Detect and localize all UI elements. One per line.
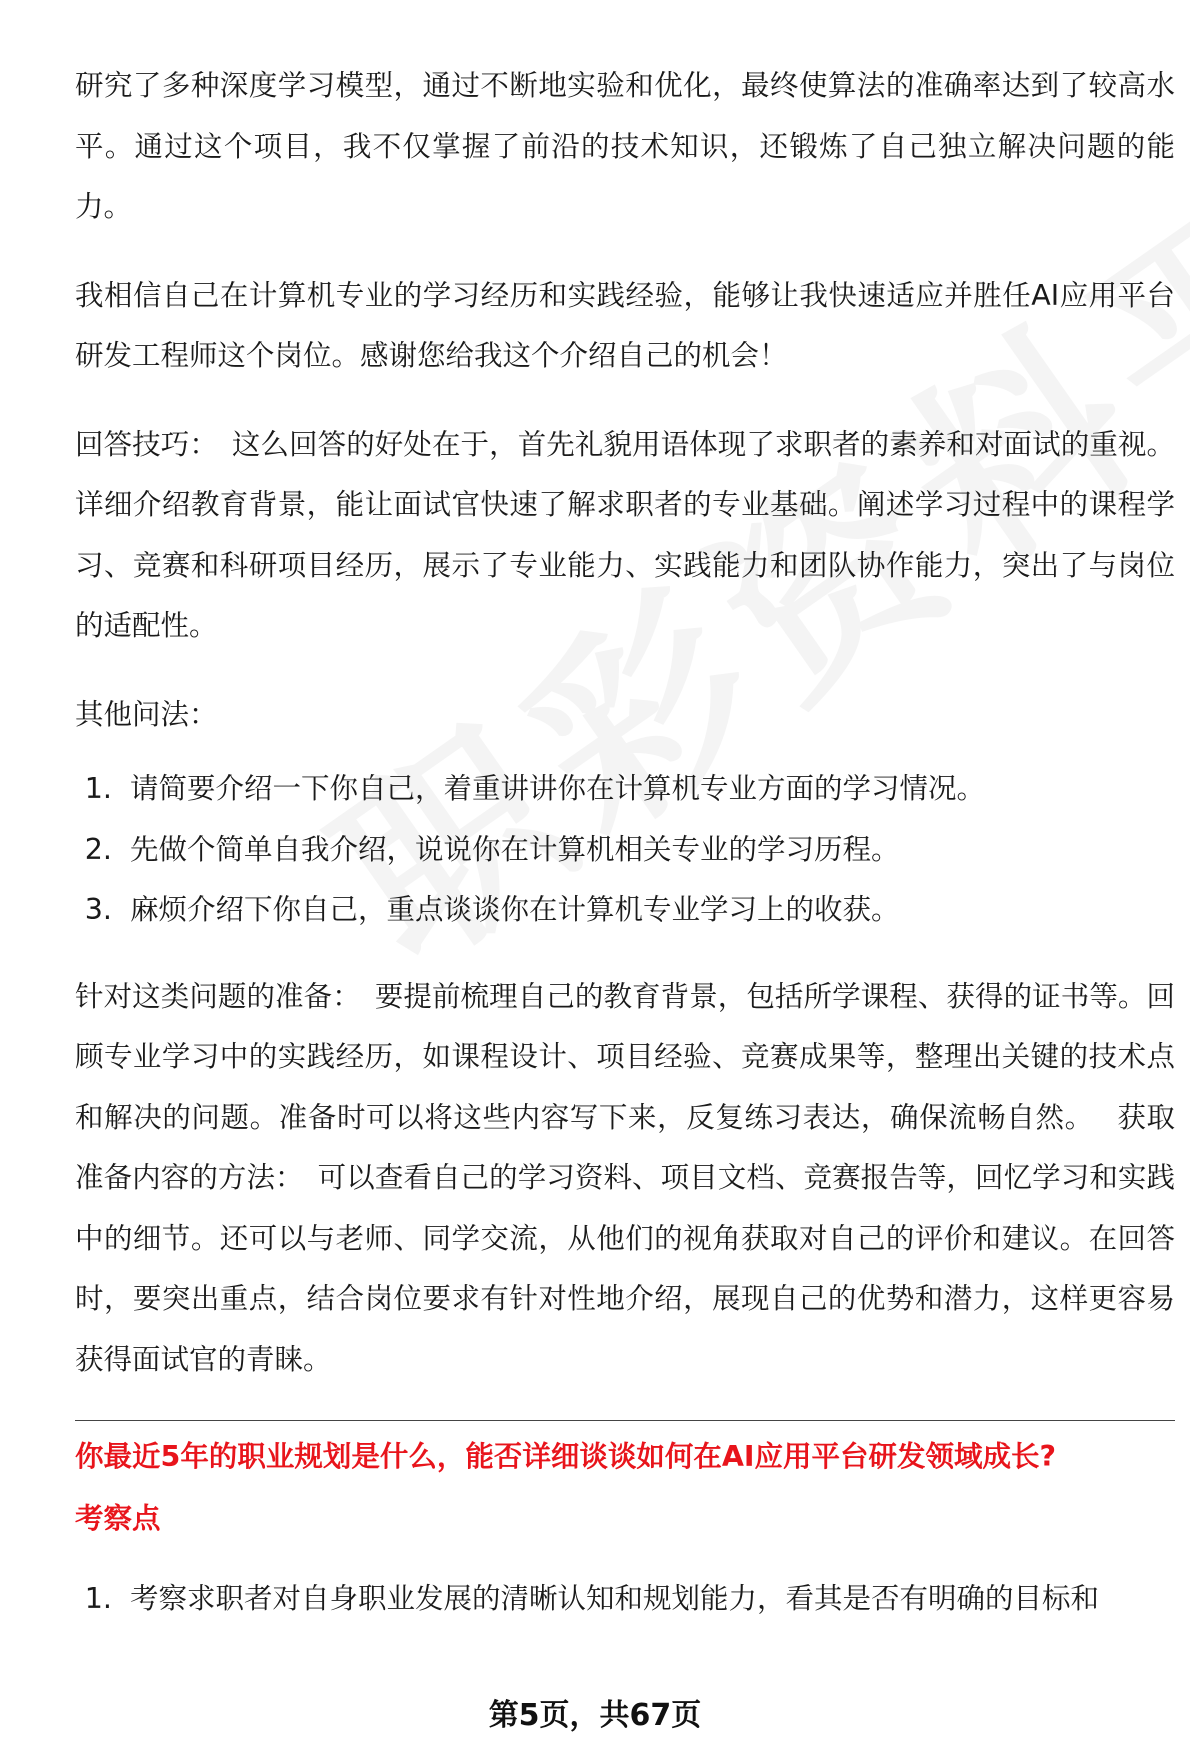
- assessment-points-list: [75, 1569, 1175, 1630]
- method-label: 获取准备内容的方法：: [75, 1100, 1175, 1194]
- list-item-number: 3.: [84, 893, 112, 926]
- page-number: 第5页，共67页: [488, 1698, 702, 1733]
- list-item-number: 1.: [84, 1582, 112, 1615]
- assessment-points-label: 考察点: [75, 1502, 161, 1535]
- section-divider: [75, 1420, 1175, 1421]
- paragraph-project: 研究了多种深度学习模型，通过不断地实验和优化，最终使算法的准确率达到了较高水平。通过这个项目，我不仅掌握了前沿的技术知识，还锻炼了自己独立解决问题的能力。: [75, 69, 1175, 223]
- list-item: [75, 820, 1175, 881]
- list-item-text: 考察求职者对自身职业发展的清晰认知和规划能力，看其是否有明确的目标和: [130, 1582, 1100, 1615]
- list-item-number: 1.: [84, 772, 112, 805]
- paragraph-closing: 我相信自己在计算机专业的学习经历和实践经验，能够让我快速适应并胜任AI应用平台研发工程师这个岗位。感谢您给我这个介绍自己的机会！: [75, 278, 1175, 372]
- question-title: 你最近5年的职业规划是什么，能否详细谈谈如何在AI应用平台研发领域成长?: [75, 1440, 1057, 1473]
- method-text: 可以查看自己的学习资料、项目文档、竞赛报告等，回忆学习和实践中的细节。还可以与老师、同学交流，从他们的视角获取对自己的评价和建议。在回答时，要突出重点，结合岗位要求有针对性地介绍，展现自己的优势和潜力，这样更容易获得面试官的青睐。: [75, 1161, 1175, 1376]
- list-item: [75, 880, 1175, 941]
- preparation-text: 要提前梳理自己的教育背景，包括所学课程、获得的证书等。回顾专业学习中的实践经历，如课程设计、项目经验、竞赛成果等，整理出关键的技术点和解决的问题。准备时可以将这些内容写下来，反复练习表达，确保流畅自然。: [75, 979, 1175, 1134]
- paragraph-answer-tips: [75, 415, 1175, 657]
- other-questions-label: 其他问法：: [75, 697, 218, 731]
- other-questions-list: [75, 759, 1175, 941]
- list-item: [75, 1569, 1175, 1630]
- preparation-label: 针对这类问题的准备：: [75, 979, 361, 1013]
- answer-tips-label: 回答技巧：: [75, 427, 218, 461]
- page-content: [75, 56, 1175, 1656]
- list-item-text: 麻烦介绍下你自己，重点谈谈你在计算机专业学习上的收获。: [130, 893, 900, 926]
- list-item-number: 2.: [84, 832, 112, 866]
- list-item-text: 先做个简单自我介绍，说说你在计算机相关专业的学习历程。: [130, 832, 900, 866]
- paragraph-preparation: [75, 967, 1175, 1391]
- list-item: [75, 759, 1175, 820]
- list-item-text: 请简要介绍一下你自己，着重讲讲你在计算机专业方面的学习情况。: [130, 772, 986, 805]
- answer-tips-text: 这么回答的好处在于，首先礼貌用语体现了求职者的素养和对面试的重视。详细介绍教育背景，能让面试官快速了解求职者的专业基础。阐述学习过程中的课程学习、竞赛和科研项目经历，展示了专业能力、实践能力和团队协作能力，突出了与岗位的适配性。: [75, 427, 1175, 642]
